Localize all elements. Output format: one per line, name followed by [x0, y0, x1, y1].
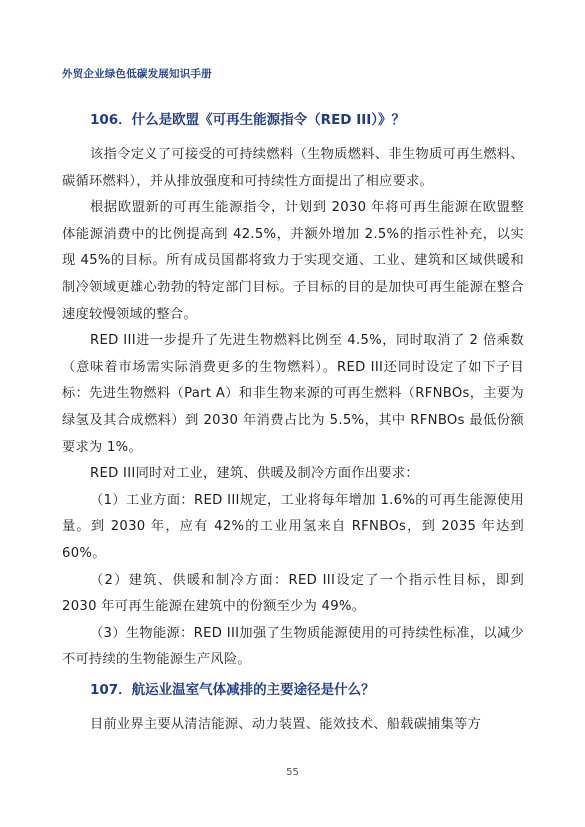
page-content [62, 106, 524, 738]
paragraph: RED III同时对工业，建筑、供暖及制冷方面作出要求： [90, 466, 419, 482]
paragraph: 该指令定义了可接受的可持续燃料（生物质燃料、非生物质可再生燃料、碳循环燃料），并从排放强度和可持续性方面提出了相应要求。 [62, 147, 524, 189]
running-header: 外贸企业绿色低碳发展知识手册 [62, 68, 212, 80]
paragraph: （1）工业方面：RED III规定，工业将每年增加 1.6%的可再生能源使用量。到 2030 年，应有 42%的工业用氢来自 RFNBOs，到 2035 年达到 60%。 [62, 492, 524, 561]
page-number: 55 [286, 767, 299, 778]
paragraph: （3）生物能源：RED III加强了生物质能源使用的可持续性标准，以减少不可持续的生物能源生产风险。 [62, 625, 524, 668]
paragraph: 目前业界主要从清洁能源、动力装置、能效技术、船载碳捕集等方 [90, 716, 482, 732]
paragraph: 根据欧盟新的可再生能源指令，计划到 2030 年将可再生能源在欧盟整体能源消费中的比例提高到 42.5%，并额外增加 2.5%的指示性补充，以实现 45%的目标。所有成员国都将致力于实现交通、工业、建筑和区域供暖和制冷领域更雄心勃勃的特定部门目标。子目标的目的是加快可再生能源在整合速度较慢领域的整合。 [62, 200, 524, 322]
question-106-heading: 106．什么是欧盟《可再生能源指令（RED III）》？ [90, 112, 406, 128]
paragraph: RED III进一步提升了先进生物燃料比例至 4.5%，同时取消了 2 倍乘数（意味着市场需实际消费更多的生物燃料）。RED III还同时设定了如下子目标：先进生物燃料（Part A）和非生物来源的可再生燃料（RFNBOs，主要为绿氢及其合成燃料）到 2030 年消费占比为 5.5%，其中 RFNBOs 最低份额要求为 1%。 [62, 333, 524, 455]
question-107-heading: 107．航运业温室气体减排的主要途径是什么？ [90, 681, 375, 698]
paragraph: （2）建筑、供暖和制冷方面：RED III设定了一个指示性目标，即到 2030 年可再生能源在建筑中的份额至少为 49%。 [62, 572, 524, 615]
